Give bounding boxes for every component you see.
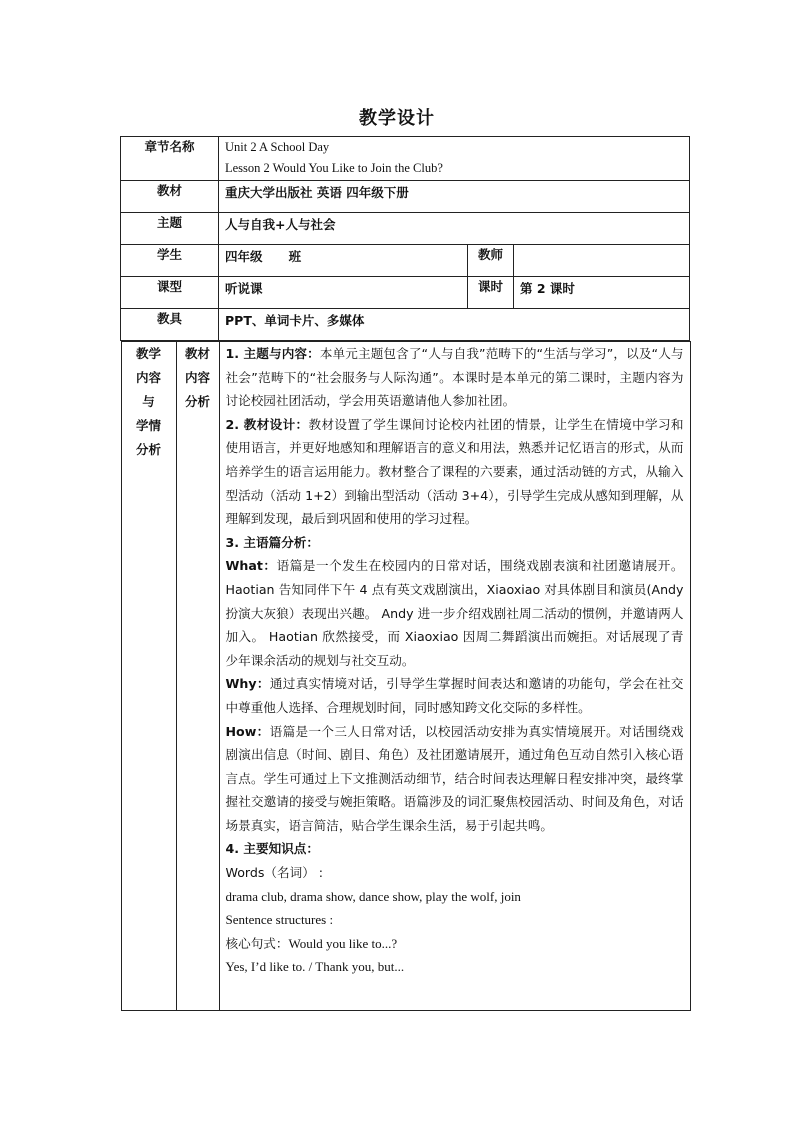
tools-value: [219, 309, 690, 341]
outer-label-line: 学情: [135, 418, 161, 433]
row-chapter: [121, 137, 690, 181]
answer-sentence: Yes, I’d like to. / Thank you, but...: [225, 959, 405, 975]
theme-text: 人与自我+人与社会: [225, 217, 336, 232]
outer-label-line: 分析: [135, 442, 161, 457]
page-title: 教学设计: [359, 108, 435, 129]
row-tools: [121, 309, 690, 341]
students-text: 四年级 班: [225, 249, 302, 264]
section-body: 本单元主题包含了“人与自我”范畴下的“生活与学习”，以及“人与社会”范畴下的“社会服务与人际沟通”。本课时是本单元的第二课时，主题内容为讨论校园社团活动，学会用英语邀请他人参加社团。: [225, 346, 684, 409]
inner-label-line: 内容: [184, 370, 210, 385]
chapter-label: 章节名称: [121, 137, 219, 181]
section-body: 教材设置了学生课间讨论校内社团的情景，让学生在情境中学习和使用语言，并更好地感知和理解语言的意义和用法，熟悉并记忆语言的形式，从而培养学生的语言运用能力。教材整合了课程的六要素，通过活动链的方式，从输入型活动（活动 1+2）到输出型活动（活动 3+4），引导学生完成从感知到理解，从理解到发现，最后到巩固和使用的学习过程。: [225, 416, 684, 527]
section-heading: 2. 教材设计：: [225, 416, 309, 432]
section-knowledge-heading: [226, 837, 684, 861]
theme-label: 主题: [121, 213, 219, 245]
section-discourse-heading: [226, 531, 684, 555]
core-sentence: [226, 932, 684, 956]
inner-label-line: 教材: [184, 346, 210, 361]
theme-value: [219, 213, 690, 245]
section-heading: 3. 主语篇分析：: [225, 534, 319, 550]
core-sentence-value: Would you like to...?: [288, 935, 398, 951]
teacher-label: 教师: [468, 245, 514, 277]
lesson-type-text: 听说课: [225, 281, 263, 296]
tools-label: 教具: [121, 309, 219, 341]
period-text: 第 2 课时: [520, 281, 575, 296]
row-lesson-type: [121, 277, 690, 309]
period-label: 课时: [468, 277, 514, 309]
textbook-text: 重庆大学出版社 英语 四年级下册: [225, 185, 409, 200]
lesson-type-value: [219, 277, 468, 309]
words-list: drama club, drama show, dance show, play the wolf, join: [225, 888, 521, 904]
chapter-value: [219, 137, 690, 181]
students-value: [219, 245, 468, 277]
outer-label-line: 内容: [135, 370, 161, 385]
unit-title: Unit 2 A School Day: [225, 140, 330, 154]
period-value: [514, 277, 690, 309]
words-label: Words（名词） :: [225, 865, 324, 881]
why-heading: Why：: [225, 676, 270, 692]
sentences-label: Sentence structures :: [225, 912, 334, 928]
what-heading: What：: [225, 558, 277, 574]
row-theme: [121, 213, 690, 245]
row-students: [121, 245, 690, 277]
how-heading: How：: [225, 723, 270, 739]
why-paragraph: [226, 672, 684, 719]
core-sentence-label: 核心句式：: [225, 935, 289, 951]
section-textbook-design: [226, 413, 684, 531]
students-label: 学生: [121, 245, 219, 277]
tools-text: PPT、单词卡片、多媒体: [225, 313, 365, 328]
analysis-outer-label: [121, 342, 176, 1011]
analysis-content: [219, 342, 690, 1011]
what-body: 语篇是一个发生在校园内的日常对话，围绕戏剧表演和社团邀请展开。 Haotian 告知同伴下午 4 点有英文戏剧演出，Xiaoxiao 对具体剧目和演员(Andy 扮演大灰狼）表现出兴趣。 Andy 进一步介绍戏剧社周二活动的惯例，并邀请两人加入。 Haotian 欣然接受，而 Xiaoxiao 因周二舞蹈演出而婉拒。对话展现了青少年课余活动的规划与社交互动。: [225, 558, 684, 668]
what-paragraph: [226, 554, 684, 672]
lesson-type-label: 课型: [121, 277, 219, 309]
section-heading: 1. 主题与内容：: [225, 346, 320, 361]
row-textbook: [121, 181, 690, 213]
teacher-value: [514, 245, 690, 277]
inner-label-line: 分析: [184, 394, 210, 409]
how-paragraph: [226, 720, 684, 838]
section-heading: 4. 主要知识点：: [225, 841, 319, 857]
lesson-plan-table: [120, 136, 690, 1011]
outer-label-line: 与: [142, 394, 155, 409]
section-theme-content: [226, 342, 684, 413]
row-analysis: [121, 341, 690, 1012]
analysis-inner-label: [176, 342, 219, 1011]
outer-label-line: 教学: [135, 346, 161, 361]
textbook-value: [219, 181, 690, 213]
why-body: 通过真实情境对话，引导学生掌握时间表达和邀请的功能句，学会在社交中尊重他人选择、合理规划时间，同时感知跨文化交际的多样性。: [225, 676, 684, 715]
lesson-title: Lesson 2 Would You Like to Join the Club?: [225, 161, 443, 175]
textbook-label: 教材: [121, 181, 219, 213]
how-body: 语篇是一个三人日常对话，以校园活动安排为真实情境展开。对话围绕戏剧演出信息（时间、剧目、角色）及社团邀请展开，通过角色互动自然引入核心语言点。学生可通过上下文推测活动细节，结合时间表达理解日程安排冲突，最终掌握社交邀请的接受与婉拒策略。语篇涉及的词汇聚焦校园活动、时间及角色，对话场景真实，语言简洁，贴合学生课余生活，易于引起共鸣。: [225, 723, 684, 833]
